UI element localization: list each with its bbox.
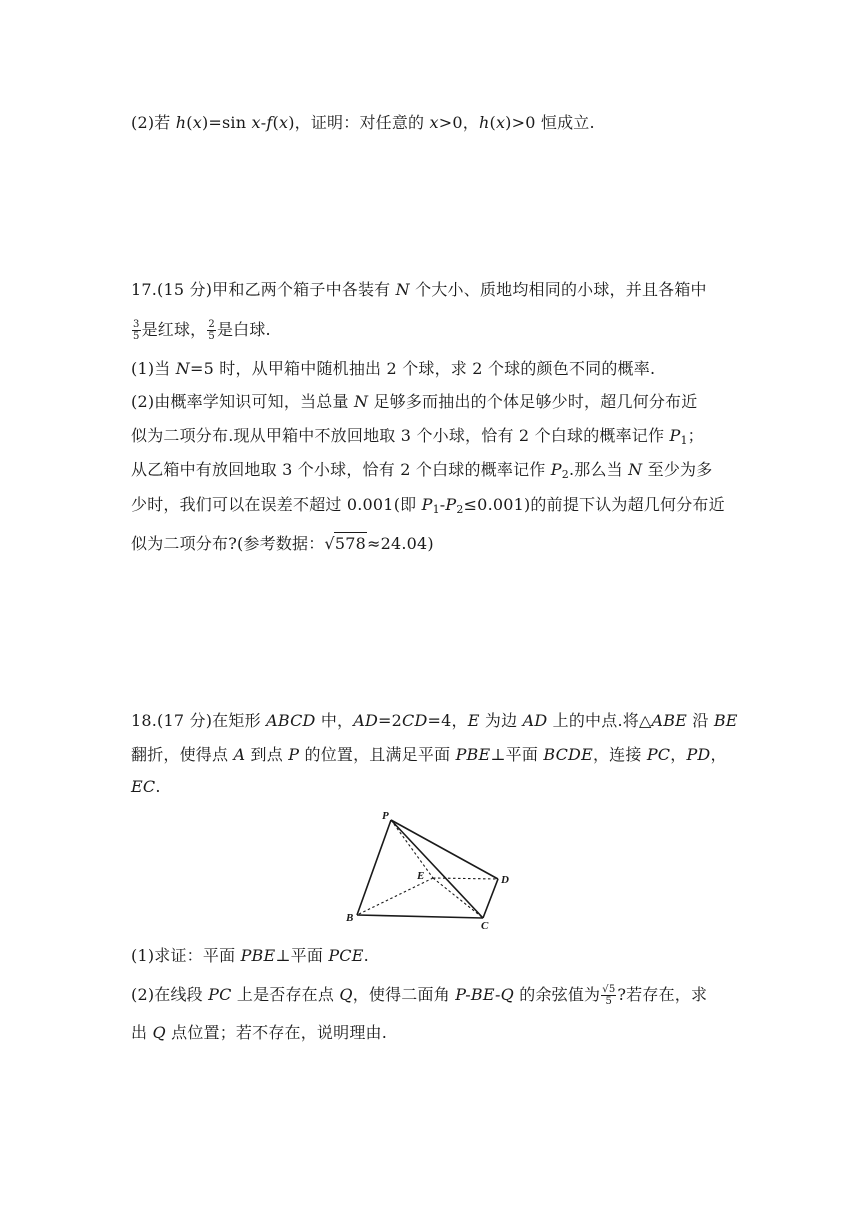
q17-part2-line3: 从乙箱中有放回地取 3 个小球，恰有 2 个白球的概率记作 $P_2$.那么当 N 至少为多	[131, 460, 713, 481]
q17-stem-line1: 17.(15 分)甲和乙两个箱子中各装有 N 个大小、质地均相同的小球，并且各箱中	[131, 280, 707, 299]
q16-part2: (2)若 h(x)=sin x-f(x)，证明：对任意的 x>0，h(x)>0 恒成立.	[131, 113, 595, 132]
q18-stem-line3: EC.	[131, 777, 161, 796]
q17-stem-line2: $\frac{3}{5}$ 是红球， $\frac{2}{5}$ 是白球.	[133, 319, 271, 342]
edge-PD	[391, 820, 498, 879]
edge-PC	[391, 820, 483, 918]
q18-part1: (1)求证：平面 PBE⊥平面 PCE.	[131, 946, 369, 965]
edge-PE	[391, 820, 433, 878]
edge-ED	[433, 878, 498, 879]
q18-part2-line1: (2)在线段 PC 上是否存在点 Q，使得二面角 P-BE-Q 的余弦值为 $\frac{√5}{5}$ ?若存在，求	[131, 984, 708, 1007]
q18-part2-line2: 出 Q 点位置；若不存在，说明理由.	[131, 1023, 388, 1042]
q17-part2-line1: (2)由概率学知识可知，当总量 N 足够多而抽出的个体足够少时，超几何分布近	[131, 392, 698, 411]
edge-BC	[357, 915, 483, 918]
fraction-sqrt5-over-5: $\frac{√5}{5}$	[602, 984, 616, 1007]
q17-part2-line5: 似为二项分布?(参考数据：√578≈24.04)	[131, 534, 434, 553]
q18-stem-line2: 翻折，使得点 A 到点 P 的位置，且满足平面 PBE⊥平面 BCDE，连接 PC，PD，	[131, 745, 727, 764]
edge-CD	[483, 879, 498, 918]
q17-part2-line2: 似为二项分布.现从甲箱中不放回地取 3 个小球，恰有 2 个白球的概率记作 $P_1$；	[131, 426, 704, 447]
q17-part1: (1)当 N=5 时，从甲箱中随机抽出 2 个球，求 2 个球的颜色不同的概率.	[131, 359, 656, 378]
label-D: D	[501, 874, 509, 886]
q17-part2-line4: 少时，我们可以在误差不超过 0.001(即 $P_1-P_2\le 0.001$)的前提下认为超几何分布近	[131, 495, 725, 516]
q18-stem-line1: 18.(17 分)在矩形 ABCD 中，AD=2CD=4，E 为边 AD 上的中点.将△ABE 沿 BE	[131, 711, 738, 730]
pyramid-figure	[343, 808, 523, 932]
label-P: P	[382, 810, 389, 822]
label-E: E	[417, 870, 425, 882]
fraction-three-fifths: $\frac{3}{5}$	[133, 319, 140, 342]
label-C: C	[481, 920, 489, 932]
fraction-two-fifths: $\frac{2}{5}$	[208, 319, 215, 342]
label-B: B	[346, 912, 354, 924]
edge-EC	[433, 878, 483, 918]
